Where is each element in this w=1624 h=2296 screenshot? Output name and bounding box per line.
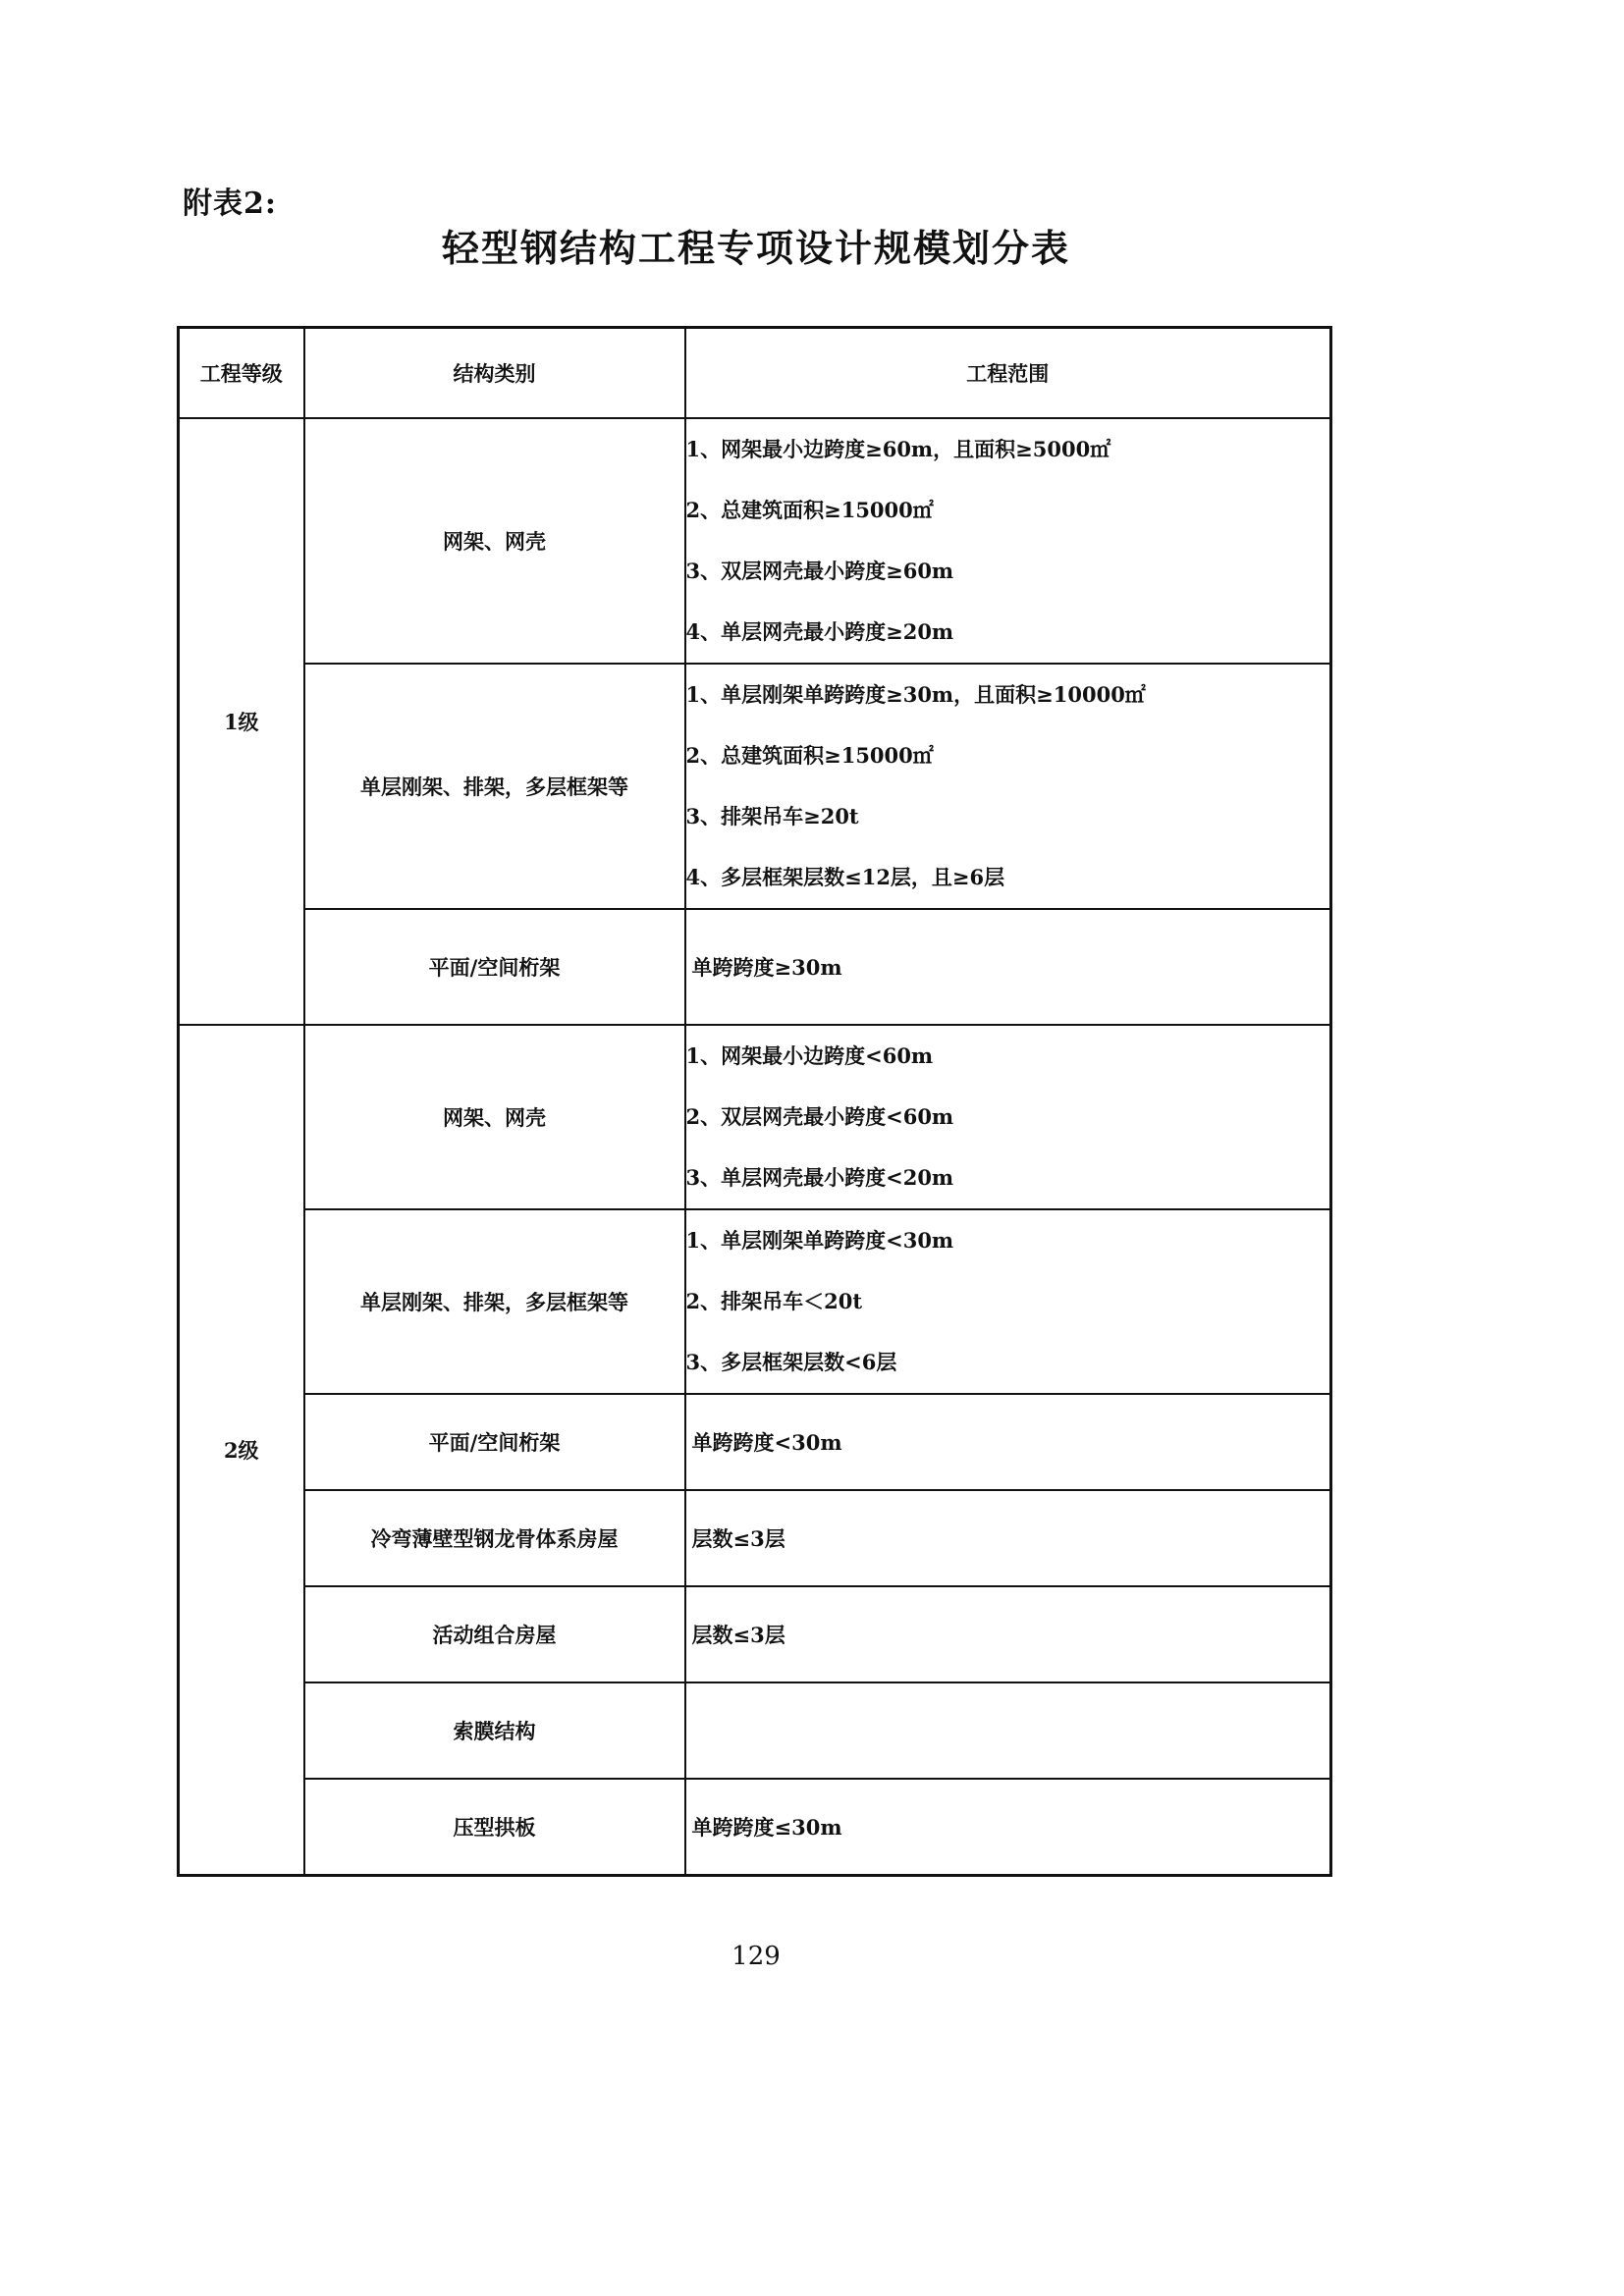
table-row [179, 1394, 1331, 1490]
appendix-label: 附表2: [183, 187, 277, 221]
level-cell: 1级 [179, 418, 304, 1025]
scope-item: 3、双层网壳最小跨度≥60m [685, 559, 954, 583]
scope-item: 4、单层网壳最小跨度≥20m [685, 619, 954, 644]
category-cell: 单层刚架、排架，多层框架等 [304, 664, 685, 909]
table-row [179, 1025, 1331, 1209]
scope-item: 单跨跨度≤30m [691, 1815, 842, 1840]
header-category: 结构类别 [304, 328, 685, 419]
category-cell: 平面/空间桁架 [304, 909, 685, 1025]
scope-item: 层数≤3层 [691, 1623, 785, 1647]
scope-item: 1、单层刚架单跨跨度≥30m，且面积≥10000㎡ [685, 682, 1146, 707]
scope-cell [685, 1682, 1331, 1779]
table-row [179, 1586, 1331, 1682]
table-header-row [179, 328, 1331, 419]
table-row [179, 909, 1331, 1025]
page-number: 129 [731, 1942, 781, 1971]
scope-cell [685, 1025, 1331, 1209]
scope-item: 单跨跨度<30m [691, 1430, 842, 1455]
table-row [179, 418, 1331, 664]
scope-item: 2、双层网壳最小跨度<60m [685, 1104, 954, 1129]
scope-item: 2、排架吊车＜20t [685, 1289, 863, 1313]
level-cell: 2级 [179, 1025, 304, 1876]
table-row [179, 1779, 1331, 1876]
scope-cell [685, 1779, 1331, 1876]
category-cell: 压型拱板 [304, 1779, 685, 1876]
header-scope: 工程范围 [685, 328, 1331, 419]
scope-cell [685, 1490, 1331, 1586]
table-row [179, 1490, 1331, 1586]
category-cell: 网架、网壳 [304, 1025, 685, 1209]
scope-item: 3、排架吊车≥20t [685, 804, 859, 828]
category-cell: 单层刚架、排架，多层框架等 [304, 1209, 685, 1394]
scope-cell [685, 1394, 1331, 1490]
document-title: 轻型钢结构工程专项设计规模划分表 [441, 227, 1070, 270]
scope-cell [685, 1209, 1331, 1394]
scope-item: 1、网架最小边跨度<60m [685, 1043, 934, 1068]
category-cell: 冷弯薄壁型钢龙骨体系房屋 [304, 1490, 685, 1586]
category-cell: 平面/空间桁架 [304, 1394, 685, 1490]
scope-item: 3、多层框架层数<6层 [685, 1350, 897, 1374]
category-cell: 活动组合房屋 [304, 1586, 685, 1682]
scope-item: 3、单层网壳最小跨度<20m [685, 1165, 954, 1190]
category-cell: 网架、网壳 [304, 418, 685, 664]
scope-cell [685, 418, 1331, 664]
scope-item: 2、总建筑面积≥15000㎡ [685, 498, 934, 522]
table-row [179, 664, 1331, 909]
classification-table [177, 326, 1332, 1877]
scope-cell [685, 909, 1331, 1025]
scope-item: 4、多层框架层数≤12层，且≥6层 [685, 865, 1005, 889]
table-row [179, 1209, 1331, 1394]
header-level: 工程等级 [179, 328, 304, 419]
scope-cell [685, 664, 1331, 909]
scope-cell [685, 1586, 1331, 1682]
scope-item: 1、单层刚架单跨跨度<30m [685, 1228, 954, 1253]
scope-item: 1、网架最小边跨度≥60m，且面积≥5000㎡ [685, 437, 1111, 461]
table-row [179, 1682, 1331, 1779]
category-cell: 索膜结构 [304, 1682, 685, 1779]
scope-item: 层数≤3层 [691, 1526, 785, 1551]
scope-item: 单跨跨度≥30m [691, 955, 842, 980]
scope-item: 2、总建筑面积≥15000㎡ [685, 743, 934, 768]
